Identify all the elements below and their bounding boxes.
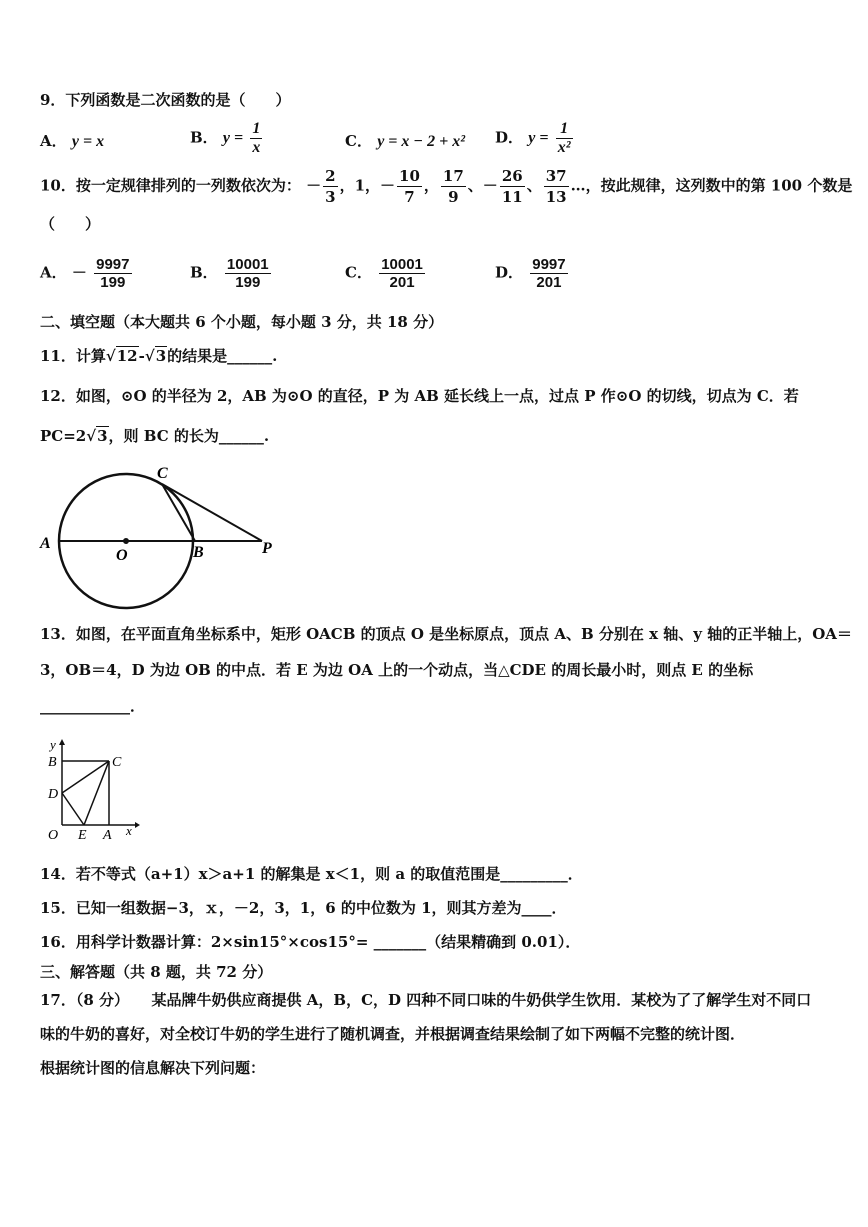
q9-option-a: A． y = x: [40, 132, 105, 150]
q10-option-b-fraction: $\frac{10001}{199}$: [226, 256, 269, 291]
q9-option-b: B． y = $\frac{1}{x}$: [190, 120, 261, 156]
label-c: C: [157, 465, 168, 482]
label-e: E: [78, 828, 87, 843]
q15: 15．已知一组数据−3，ｘ，－2，3，1，6 的中位数为 1，则其方差为____．: [40, 899, 567, 917]
q9-option-d-fraction: $\frac{1}{\text{x²}}$: [557, 120, 571, 156]
q10-term3: $\frac{10}{7}$: [399, 167, 420, 206]
q12-circle-figure: [30, 460, 290, 620]
label-p: P: [262, 540, 272, 557]
q10-option-a: A． － $\frac{9997}{199}$: [40, 256, 130, 291]
label-o: O: [48, 828, 59, 843]
q9-option-b-fraction: $\frac{1}{x}$: [252, 120, 261, 156]
section-2-heading: 二、填空题（本大题共 6 个小题，每小题 3 分，共 18 分）: [40, 313, 444, 331]
label-x: x: [126, 823, 132, 838]
q12-line2: PC=2√3，则 BC 的长为______.: [40, 427, 270, 445]
sqrt-icon: √: [105, 347, 116, 365]
label-o: O: [116, 547, 128, 564]
q10-term1: $\frac{2}{3}$: [325, 167, 336, 206]
q11: 11．计算√12-√3的结果是______.: [40, 347, 278, 365]
label-b: B: [193, 544, 204, 561]
label-c: C: [112, 755, 122, 770]
section-3-heading: 三、解答题（共 8 题，共 72 分）: [40, 963, 273, 981]
q10-term6: $\frac{37}{13}$: [545, 167, 567, 206]
segment-de: [62, 793, 84, 825]
q10-option-a-fraction: $\frac{9997}{199}$: [96, 256, 130, 291]
q9-option-d: D． y = $\frac{1}{\text{x²}}$: [495, 120, 571, 156]
q13-line2: 3，OB＝4，D 为边 OB 的中点．若 E 为边 OA 上的一个动点，当△CDE 的周长最小时，则点 E 的坐标: [40, 661, 754, 679]
q10-paren: （ ）: [40, 215, 101, 233]
q10-stem: 10．按一定规律排列的一列数依次为： － $\frac{2}{3}$ ，1，－ $\frac{10}{7}$ ， $\frac{17}{9}$ 、－ $\frac{26}{11}$ 、 $\frac{37}{13}$ …，按此规律，这列数中的第 100 个数是: [40, 167, 853, 206]
q13-coordinate-figure: [40, 735, 150, 845]
q10-option-d: D． $\frac{9997}{201}$: [495, 256, 566, 291]
q13-line1: 13．如图，在平面直角坐标系中，矩形 OACB 的顶点 O 是坐标原点，顶点 A、B 分别在 x 轴、y 轴的正半轴上，OA＝: [40, 625, 852, 643]
q10-term4: $\frac{17}{9}$: [442, 167, 464, 206]
sqrt-icon: √: [86, 427, 97, 445]
q13-line3: ____________．: [40, 697, 146, 715]
q10-term5: $\frac{26}{11}$: [501, 167, 523, 206]
q10-option-d-fraction: $\frac{9997}{201}$: [532, 256, 566, 291]
q9-stem: 9．下列函数是二次函数的是（ ）: [40, 91, 291, 109]
q16: 16．用科学计数器计算：2×sin15°×cos15°= _______（结果精确到 0.01）．: [40, 933, 581, 951]
q12-line1: 12．如图，⊙O 的半径为 2，AB 为⊙O 的直径，P 为 AB 延长线上一点，过点 P 作⊙O 的切线，切点为 C．若: [40, 387, 799, 405]
q17-line1: 17．（8 分） 某品牌牛奶供应商提供 A，B，C，D 四种不同口味的牛奶供学生饮用．某校为了了解学生对不同口: [40, 991, 812, 1009]
q10-option-c-fraction: $\frac{10001}{201}$: [381, 256, 423, 291]
q9-option-c: C． y = x − 2 + x²: [345, 132, 466, 150]
q17-line3: 根据统计图的信息解决下列问题：: [40, 1059, 266, 1077]
x-axis-arrow-icon: [135, 822, 140, 828]
tangent-pc: [162, 484, 262, 541]
label-a: A: [40, 535, 51, 552]
label-a: A: [103, 828, 112, 843]
y-axis-arrow-icon: [59, 739, 65, 745]
label-d: D: [48, 787, 59, 802]
q17-line2: 味的牛奶的喜好，对全校订牛奶的学生进行了随机调查，并根据调查结果绘制了如下两幅不完整的统计图．: [40, 1025, 746, 1043]
center-point: [123, 538, 129, 544]
q10-option-b: B． $\frac{10001}{199}$: [190, 256, 269, 291]
label-y: y: [50, 737, 56, 752]
q14: 14．若不等式（a+1）x＞a+1 的解集是 x＜1，则 a 的取值范围是_________．: [40, 865, 583, 883]
label-b: B: [48, 755, 57, 770]
q10-option-c: C． $\frac{10001}{201}$: [345, 256, 423, 291]
sqrt-icon: √: [144, 347, 155, 365]
segment-ec: [84, 761, 109, 825]
